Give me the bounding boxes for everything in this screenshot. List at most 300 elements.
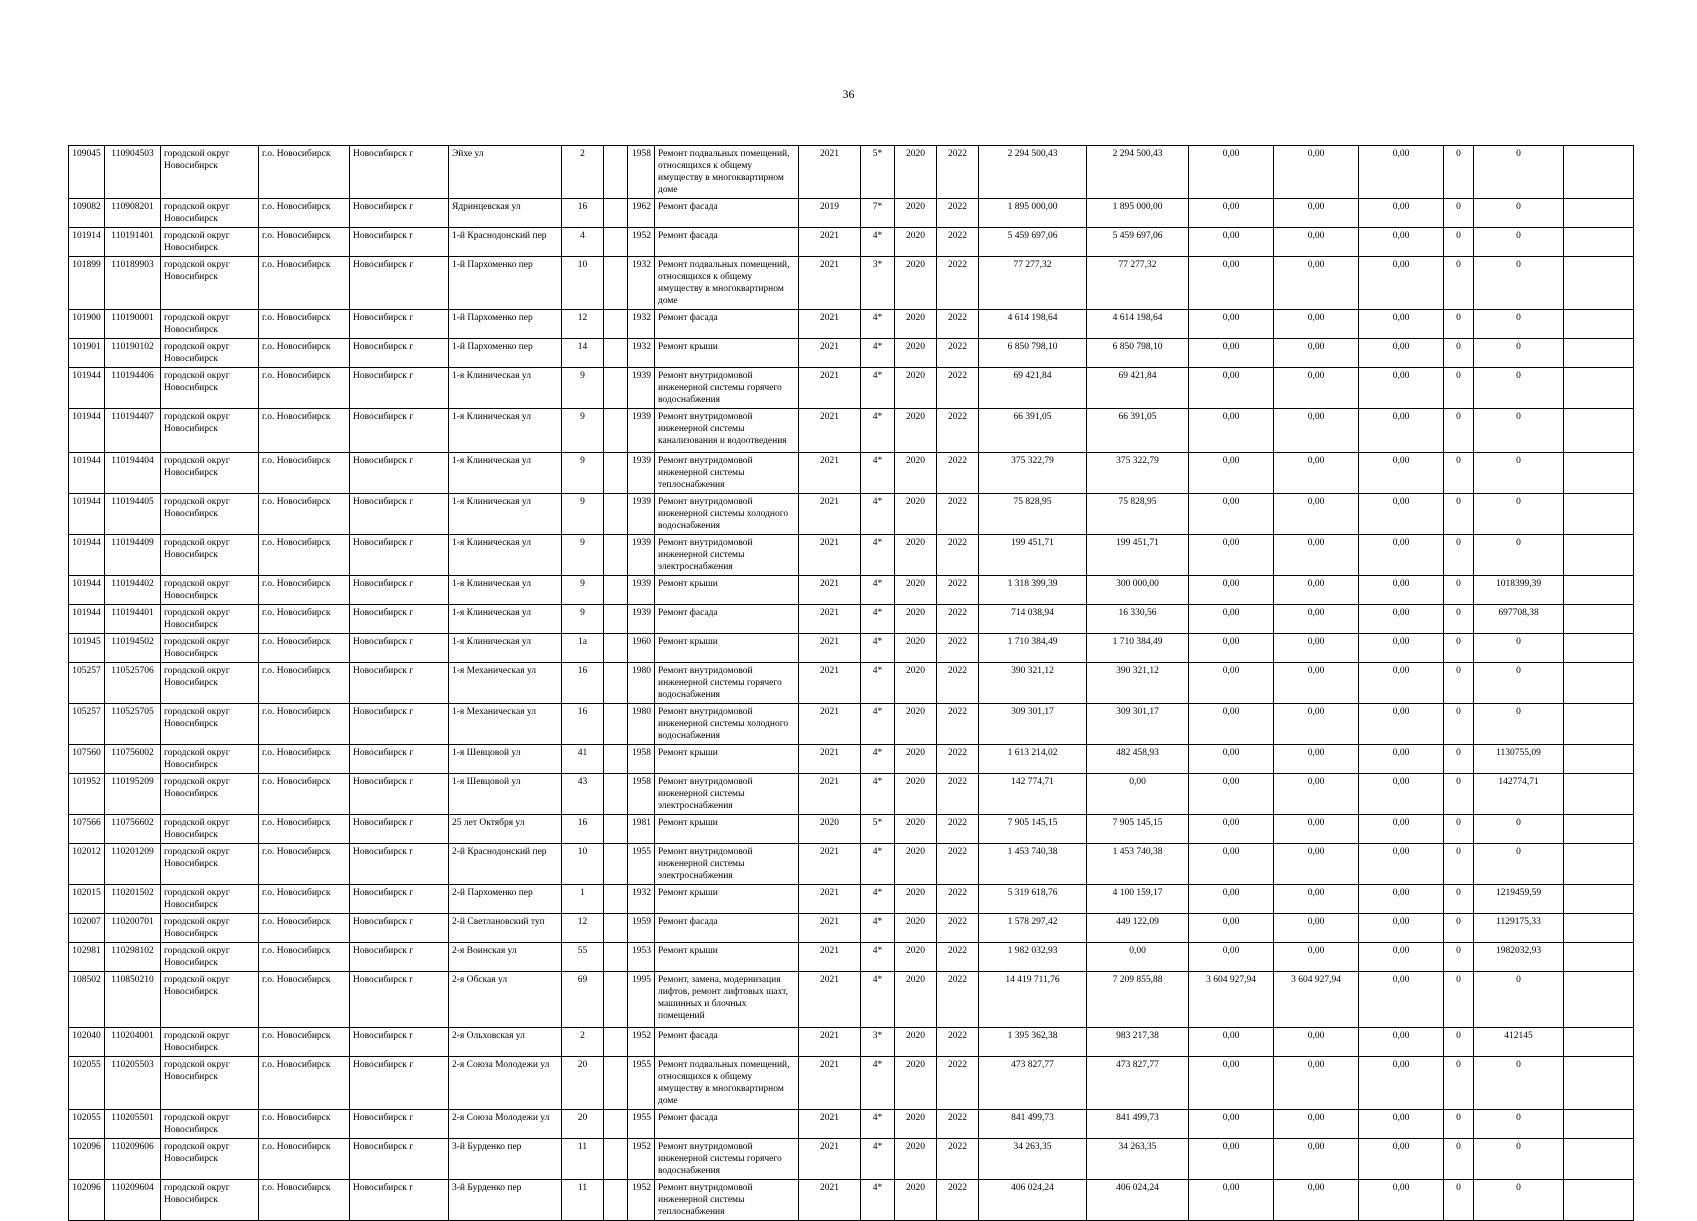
row-empty — [1564, 310, 1634, 339]
row-source-2: 0,00 — [1274, 885, 1359, 914]
row-cost-total: 4 614 198,64 — [979, 310, 1087, 339]
row-year: 1958 — [628, 146, 655, 199]
row-code: 110756602 — [105, 815, 161, 844]
row-plan-year: 2021 — [799, 368, 861, 409]
row-plan-year: 2021 — [799, 704, 861, 745]
row-plan-year: 2021 — [799, 605, 861, 634]
row-term: 4* — [861, 634, 895, 663]
row-source-3: 0,00 — [1359, 774, 1444, 815]
table-row — [69, 1057, 1634, 1110]
row-empty — [1564, 535, 1634, 576]
row-year-to: 2022 — [937, 1057, 979, 1110]
row-year-from: 2020 — [895, 146, 937, 199]
row-source-2: 0,00 — [1274, 745, 1359, 774]
row-fund: 482 458,93 — [1087, 745, 1189, 774]
row-other: 0 — [1474, 257, 1564, 310]
row-fund: 4 100 159,17 — [1087, 885, 1189, 914]
row-street: 1-я Шевцовой ул — [449, 774, 562, 815]
row-fund: 0,00 — [1087, 774, 1189, 815]
row-code: 110204001 — [105, 1028, 161, 1057]
row-okrug: г.о. Новосибирск — [259, 257, 350, 310]
row-okrug: г.о. Новосибирск — [259, 310, 350, 339]
row-fund: 1 710 384,49 — [1087, 634, 1189, 663]
row-work: Ремонт внутридомовой инженерной системы электроснабжения — [655, 774, 799, 815]
row-house: 55 — [562, 943, 604, 972]
row-plan-year: 2021 — [799, 453, 861, 494]
row-term: 4* — [861, 914, 895, 943]
row-year: 1980 — [628, 704, 655, 745]
row-id: 101944 — [69, 494, 105, 535]
row-source-1: 0,00 — [1189, 914, 1274, 943]
row-work: Ремонт крыши — [655, 339, 799, 368]
row-term: 4* — [861, 576, 895, 605]
row-empty — [1564, 409, 1634, 453]
row-other: 1219459,59 — [1474, 885, 1564, 914]
row-empty — [1564, 1180, 1634, 1221]
row-source-3: 0,00 — [1359, 1057, 1444, 1110]
row-code: 110850210 — [105, 972, 161, 1028]
row-city: Новосибирск г — [350, 1110, 449, 1139]
row-source-3: 0,00 — [1359, 409, 1444, 453]
row-source-3: 0,00 — [1359, 914, 1444, 943]
row-plan-year: 2021 — [799, 409, 861, 453]
row-source-4: 0 — [1444, 1057, 1474, 1110]
row-year-from: 2020 — [895, 605, 937, 634]
row-source-3: 0,00 — [1359, 815, 1444, 844]
table-row — [69, 914, 1634, 943]
row-street: 1-й Краснодонский пер — [449, 228, 562, 257]
row-source-4: 0 — [1444, 943, 1474, 972]
row-city: Новосибирск г — [350, 494, 449, 535]
row-city: Новосибирск г — [350, 972, 449, 1028]
row-source-3: 0,00 — [1359, 844, 1444, 885]
table-row — [69, 943, 1634, 972]
row-year-to: 2022 — [937, 1110, 979, 1139]
row-municipality: городской округ Новосибирск — [161, 914, 259, 943]
row-okrug: г.о. Новосибирск — [259, 339, 350, 368]
row-year: 1939 — [628, 494, 655, 535]
row-empty — [1564, 576, 1634, 605]
row-source-2: 0,00 — [1274, 146, 1359, 199]
row-year-from: 2020 — [895, 774, 937, 815]
page-number: 36 — [842, 87, 855, 101]
row-city: Новосибирск г — [350, 535, 449, 576]
row-empty — [1564, 1057, 1634, 1110]
row-house: 10 — [562, 844, 604, 885]
row-municipality: городской округ Новосибирск — [161, 844, 259, 885]
row-street: 2-я Ольховская ул — [449, 1028, 562, 1057]
row-street: 1-й Пархоменко пер — [449, 257, 562, 310]
row-city: Новосибирск г — [350, 815, 449, 844]
row-house: 69 — [562, 972, 604, 1028]
table-row — [69, 339, 1634, 368]
row-plan-year: 2019 — [799, 199, 861, 228]
row-city: Новосибирск г — [350, 943, 449, 972]
row-year-to: 2022 — [937, 815, 979, 844]
row-year-from: 2020 — [895, 844, 937, 885]
row-year: 1932 — [628, 310, 655, 339]
row-year-from: 2020 — [895, 634, 937, 663]
row-okrug: г.о. Новосибирск — [259, 199, 350, 228]
row-city: Новосибирск г — [350, 368, 449, 409]
row-work: Ремонт внутридомовой инженерной системы горячего водоснабжения — [655, 368, 799, 409]
row-source-4: 0 — [1444, 257, 1474, 310]
row-city: Новосибирск г — [350, 774, 449, 815]
row-id: 101944 — [69, 409, 105, 453]
row-source-1: 0,00 — [1189, 576, 1274, 605]
row-year-to: 2022 — [937, 704, 979, 745]
row-street: 1-я Механическая ул — [449, 663, 562, 704]
row-term: 7* — [861, 199, 895, 228]
row-source-3: 0,00 — [1359, 535, 1444, 576]
row-city: Новосибирск г — [350, 1028, 449, 1057]
table-row — [69, 146, 1634, 199]
row-plan-year: 2021 — [799, 885, 861, 914]
row-house: 4 — [562, 228, 604, 257]
row-other: 0 — [1474, 1139, 1564, 1180]
row-source-1: 0,00 — [1189, 1057, 1274, 1110]
row-source-2: 0,00 — [1274, 494, 1359, 535]
row-id: 101952 — [69, 774, 105, 815]
row-source-1: 0,00 — [1189, 1110, 1274, 1139]
row-source-3: 0,00 — [1359, 1110, 1444, 1139]
table-row — [69, 663, 1634, 704]
row-plan-year: 2020 — [799, 815, 861, 844]
row-work: Ремонт крыши — [655, 885, 799, 914]
row-okrug: г.о. Новосибирск — [259, 1057, 350, 1110]
row-plan-year: 2021 — [799, 1180, 861, 1221]
row-term: 4* — [861, 745, 895, 774]
row-id: 108502 — [69, 972, 105, 1028]
row-term: 4* — [861, 494, 895, 535]
row-term: 4* — [861, 885, 895, 914]
row-source-2: 0,00 — [1274, 1139, 1359, 1180]
row-source-1: 0,00 — [1189, 1028, 1274, 1057]
row-source-3: 0,00 — [1359, 368, 1444, 409]
row-code: 110194502 — [105, 634, 161, 663]
row-municipality: городской округ Новосибирск — [161, 1180, 259, 1221]
row-other: 0 — [1474, 409, 1564, 453]
row-year-from: 2020 — [895, 1139, 937, 1180]
row-year: 1995 — [628, 972, 655, 1028]
row-source-2: 3 604 927,94 — [1274, 972, 1359, 1028]
row-year: 1981 — [628, 815, 655, 844]
row-id: 102040 — [69, 1028, 105, 1057]
row-plan-year: 2021 — [799, 1028, 861, 1057]
row-source-2: 0,00 — [1274, 339, 1359, 368]
row-empty — [1564, 146, 1634, 199]
row-source-1: 0,00 — [1189, 885, 1274, 914]
row-source-3: 0,00 — [1359, 310, 1444, 339]
row-okrug: г.о. Новосибирск — [259, 494, 350, 535]
row-source-4: 0 — [1444, 815, 1474, 844]
table-row — [69, 576, 1634, 605]
row-year-from: 2020 — [895, 576, 937, 605]
row-street: 2-й Пархоменко пер — [449, 885, 562, 914]
row-source-3: 0,00 — [1359, 453, 1444, 494]
row-empty — [1564, 815, 1634, 844]
row-code: 110904503 — [105, 146, 161, 199]
row-city: Новосибирск г — [350, 605, 449, 634]
table-row — [69, 634, 1634, 663]
row-cost-total: 69 421,84 — [979, 368, 1087, 409]
row-fund: 77 277,32 — [1087, 257, 1189, 310]
table-row — [69, 535, 1634, 576]
row-source-2: 0,00 — [1274, 774, 1359, 815]
row-house: 16 — [562, 704, 604, 745]
table-row — [69, 605, 1634, 634]
row-municipality: городской округ Новосибирск — [161, 339, 259, 368]
row-empty — [1564, 914, 1634, 943]
row-other: 0 — [1474, 146, 1564, 199]
row-source-3: 0,00 — [1359, 228, 1444, 257]
row-street: 2-я Союза Молодежи ул — [449, 1110, 562, 1139]
row-work: Ремонт крыши — [655, 745, 799, 774]
row-source-3: 0,00 — [1359, 663, 1444, 704]
row-city: Новосибирск г — [350, 663, 449, 704]
row-street: 1-й Пархоменко пер — [449, 339, 562, 368]
row-year: 1939 — [628, 605, 655, 634]
table-row — [69, 453, 1634, 494]
row-city: Новосибирск г — [350, 634, 449, 663]
row-source-2: 0,00 — [1274, 663, 1359, 704]
row-fund: 309 301,17 — [1087, 704, 1189, 745]
row-cost-total: 406 024,24 — [979, 1180, 1087, 1221]
row-code: 110756002 — [105, 745, 161, 774]
row-work: Ремонт фасада — [655, 1110, 799, 1139]
row-okrug: г.о. Новосибирск — [259, 1180, 350, 1221]
row-year: 1939 — [628, 409, 655, 453]
row-other: 0 — [1474, 844, 1564, 885]
table-row — [69, 1028, 1634, 1057]
row-empty — [1564, 704, 1634, 745]
row-plan-year: 2021 — [799, 844, 861, 885]
row-city: Новосибирск г — [350, 257, 449, 310]
row-municipality: городской округ Новосибирск — [161, 146, 259, 199]
row-year-to: 2022 — [937, 774, 979, 815]
row-extra — [604, 453, 628, 494]
row-term: 4* — [861, 535, 895, 576]
row-fund: 449 122,09 — [1087, 914, 1189, 943]
table-row — [69, 1139, 1634, 1180]
row-source-2: 0,00 — [1274, 1110, 1359, 1139]
row-city: Новосибирск г — [350, 146, 449, 199]
row-cost-total: 309 301,17 — [979, 704, 1087, 745]
row-okrug: г.о. Новосибирск — [259, 576, 350, 605]
row-source-3: 0,00 — [1359, 1139, 1444, 1180]
row-municipality: городской округ Новосибирск — [161, 409, 259, 453]
row-house: 9 — [562, 409, 604, 453]
row-source-2: 0,00 — [1274, 605, 1359, 634]
row-municipality: городской округ Новосибирск — [161, 1028, 259, 1057]
row-extra — [604, 576, 628, 605]
row-okrug: г.о. Новосибирск — [259, 535, 350, 576]
row-id: 105257 — [69, 663, 105, 704]
row-municipality: городской округ Новосибирск — [161, 704, 259, 745]
row-source-2: 0,00 — [1274, 228, 1359, 257]
row-city: Новосибирск г — [350, 844, 449, 885]
row-source-1: 0,00 — [1189, 199, 1274, 228]
row-empty — [1564, 199, 1634, 228]
row-fund: 841 499,73 — [1087, 1110, 1189, 1139]
row-empty — [1564, 634, 1634, 663]
row-extra — [604, 339, 628, 368]
row-year-to: 2022 — [937, 453, 979, 494]
row-year-from: 2020 — [895, 1028, 937, 1057]
row-code: 110194401 — [105, 605, 161, 634]
row-extra — [604, 310, 628, 339]
row-plan-year: 2021 — [799, 310, 861, 339]
row-source-4: 0 — [1444, 844, 1474, 885]
row-year-from: 2020 — [895, 409, 937, 453]
row-extra — [604, 228, 628, 257]
row-source-3: 0,00 — [1359, 339, 1444, 368]
row-year: 1932 — [628, 257, 655, 310]
row-municipality: городской округ Новосибирск — [161, 774, 259, 815]
row-house: 20 — [562, 1110, 604, 1139]
row-fund: 473 827,77 — [1087, 1057, 1189, 1110]
row-empty — [1564, 228, 1634, 257]
row-code: 110201209 — [105, 844, 161, 885]
row-okrug: г.о. Новосибирск — [259, 745, 350, 774]
row-other: 0 — [1474, 535, 1564, 576]
row-other: 1982032,93 — [1474, 943, 1564, 972]
row-work: Ремонт крыши — [655, 634, 799, 663]
row-cost-total: 142 774,71 — [979, 774, 1087, 815]
row-empty — [1564, 494, 1634, 535]
row-source-3: 0,00 — [1359, 1028, 1444, 1057]
row-street: 1-я Клиническая ул — [449, 494, 562, 535]
row-house: 43 — [562, 774, 604, 815]
row-code: 110191401 — [105, 228, 161, 257]
row-term: 4* — [861, 228, 895, 257]
table-row — [69, 409, 1634, 453]
row-source-4: 0 — [1444, 1028, 1474, 1057]
row-source-2: 0,00 — [1274, 535, 1359, 576]
row-source-1: 0,00 — [1189, 663, 1274, 704]
row-work: Ремонт фасада — [655, 199, 799, 228]
row-id: 102012 — [69, 844, 105, 885]
row-id: 109082 — [69, 199, 105, 228]
table-row — [69, 972, 1634, 1028]
row-source-4: 0 — [1444, 634, 1474, 663]
row-code: 110195209 — [105, 774, 161, 815]
row-okrug: г.о. Новосибирск — [259, 704, 350, 745]
row-term: 3* — [861, 1028, 895, 1057]
row-source-2: 0,00 — [1274, 453, 1359, 494]
row-source-4: 0 — [1444, 972, 1474, 1028]
row-cost-total: 1 710 384,49 — [979, 634, 1087, 663]
row-plan-year: 2021 — [799, 774, 861, 815]
row-plan-year: 2021 — [799, 1139, 861, 1180]
row-work: Ремонт фасада — [655, 1028, 799, 1057]
row-year-to: 2022 — [937, 844, 979, 885]
table-row — [69, 368, 1634, 409]
table-row — [69, 844, 1634, 885]
row-fund: 16 330,56 — [1087, 605, 1189, 634]
row-municipality: городской округ Новосибирск — [161, 1139, 259, 1180]
row-extra — [604, 774, 628, 815]
row-source-4: 0 — [1444, 745, 1474, 774]
row-year: 1952 — [628, 1180, 655, 1221]
row-extra — [604, 199, 628, 228]
row-municipality: городской округ Новосибирск — [161, 1057, 259, 1110]
row-id: 101944 — [69, 576, 105, 605]
row-source-1: 0,00 — [1189, 634, 1274, 663]
row-source-4: 0 — [1444, 339, 1474, 368]
row-okrug: г.о. Новосибирск — [259, 1139, 350, 1180]
row-source-4: 0 — [1444, 146, 1474, 199]
row-id: 107560 — [69, 745, 105, 774]
row-okrug: г.о. Новосибирск — [259, 1028, 350, 1057]
row-source-1: 0,00 — [1189, 535, 1274, 576]
row-empty — [1564, 943, 1634, 972]
row-work: Ремонт внутридомовой инженерной системы теплоснабжения — [655, 453, 799, 494]
row-plan-year: 2021 — [799, 576, 861, 605]
row-street: 1-я Клиническая ул — [449, 634, 562, 663]
row-year-from: 2020 — [895, 914, 937, 943]
row-year: 1939 — [628, 576, 655, 605]
row-id: 101914 — [69, 228, 105, 257]
row-source-2: 0,00 — [1274, 815, 1359, 844]
table-row — [69, 310, 1634, 339]
row-house: 9 — [562, 576, 604, 605]
row-empty — [1564, 1110, 1634, 1139]
row-code: 110194406 — [105, 368, 161, 409]
row-source-1: 0,00 — [1189, 310, 1274, 339]
row-source-1: 0,00 — [1189, 605, 1274, 634]
row-id: 102981 — [69, 943, 105, 972]
row-municipality: городской округ Новосибирск — [161, 453, 259, 494]
row-other: 0 — [1474, 1057, 1564, 1110]
row-term: 4* — [861, 972, 895, 1028]
row-extra — [604, 972, 628, 1028]
row-other: 0 — [1474, 972, 1564, 1028]
row-municipality: городской округ Новосибирск — [161, 605, 259, 634]
row-extra — [604, 409, 628, 453]
row-plan-year: 2021 — [799, 228, 861, 257]
row-work: Ремонт фасада — [655, 605, 799, 634]
row-street: 2-я Воинская ул — [449, 943, 562, 972]
row-okrug: г.о. Новосибирск — [259, 663, 350, 704]
row-other: 0 — [1474, 663, 1564, 704]
table-row — [69, 494, 1634, 535]
row-source-4: 0 — [1444, 494, 1474, 535]
row-term: 4* — [861, 339, 895, 368]
row-code: 110194405 — [105, 494, 161, 535]
row-city: Новосибирск г — [350, 310, 449, 339]
row-okrug: г.о. Новосибирск — [259, 146, 350, 199]
table-row — [69, 1110, 1634, 1139]
row-code: 110205503 — [105, 1057, 161, 1110]
row-city: Новосибирск г — [350, 453, 449, 494]
row-year-from: 2020 — [895, 704, 937, 745]
row-street: Ядринцевская ул — [449, 199, 562, 228]
row-year-to: 2022 — [937, 605, 979, 634]
row-source-2: 0,00 — [1274, 634, 1359, 663]
row-source-4: 0 — [1444, 310, 1474, 339]
row-plan-year: 2021 — [799, 535, 861, 576]
row-year-to: 2022 — [937, 228, 979, 257]
row-plan-year: 2021 — [799, 339, 861, 368]
table-row — [69, 228, 1634, 257]
row-okrug: г.о. Новосибирск — [259, 228, 350, 257]
row-term: 4* — [861, 844, 895, 885]
row-source-4: 0 — [1444, 409, 1474, 453]
row-source-3: 0,00 — [1359, 494, 1444, 535]
row-source-1: 0,00 — [1189, 943, 1274, 972]
row-term: 4* — [861, 453, 895, 494]
